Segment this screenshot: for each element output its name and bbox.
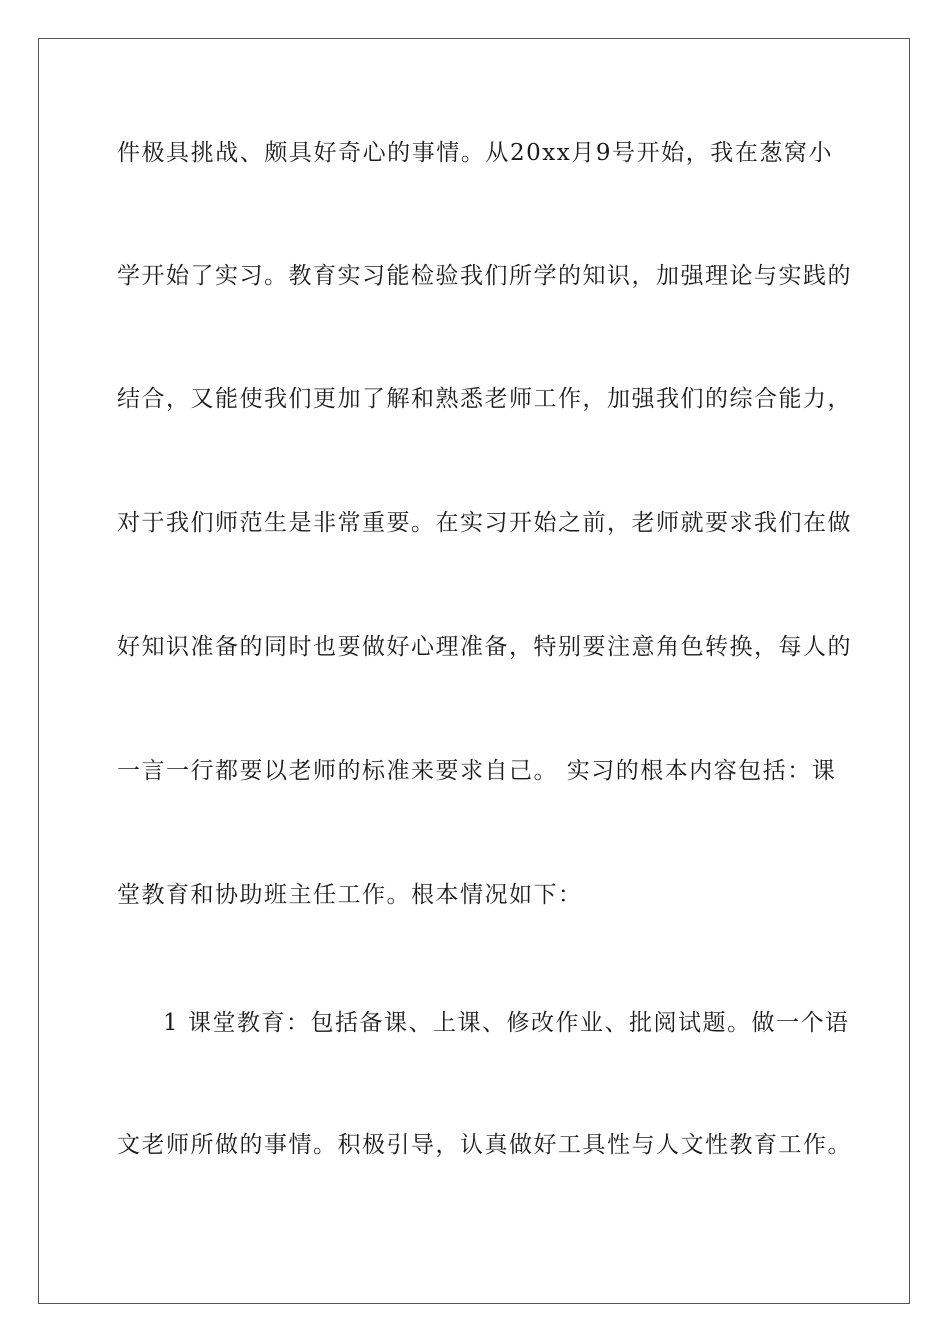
text-line-4: 对于我们师范生是非常重要。在实习开始之前，老师就要求我们在做: [117, 510, 852, 536]
text-line-7: 堂教育和协助班主任工作。根本情况如下：: [117, 882, 583, 908]
text-line-3: 结合，又能使我们更加了解和熟悉老师工作，加强我们的综合能力，: [117, 386, 852, 412]
text-line-9: 文老师所做的事情。积极引导，认真做好工具性与人文性教育工作。: [117, 1132, 852, 1158]
page-border: [38, 38, 910, 1304]
text-line-6: 一言一行都要以老师的标准来要求自己。 实习的根本内容包括：课: [117, 758, 837, 784]
text-line-1: 件极具挑战、颇具好奇心的事情。从20xx月9号开始，我在葱窝小: [117, 140, 833, 166]
text-line-2: 学开始了实习。教育实习能检验我们所学的知识，加强理论与实践的: [117, 263, 852, 289]
text-line-5: 好知识准备的同时也要做好心理准备，特别要注意角色转换，每人的: [117, 634, 852, 660]
text-line-8: 1 课堂教育：包括备课、上课、修改作业、批阅试题。做一个语: [163, 1010, 850, 1036]
